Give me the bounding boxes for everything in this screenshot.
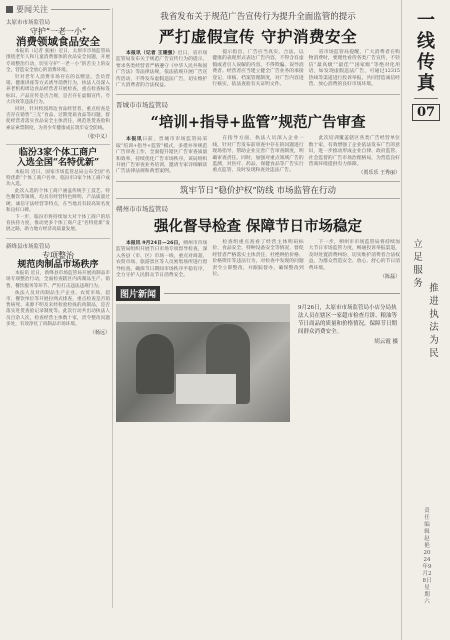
photo-news-label: 图片新闻	[116, 286, 160, 301]
divider	[116, 94, 400, 95]
article-paragraph: 执法人员对肉制品生产企业、农贸市场、超市、餐饮单位等开展拉网式排查，重点检查是否销售病死、来源不明及未经检验检疫的肉制品，是否落实进货查验记录制度等。此次行动共出动执法人员百余人次，检查经营主体数十家，责令整改问题多处，有效净化了肉制品市场环境。	[6, 290, 110, 327]
article-author: （张中义）	[84, 133, 110, 140]
story-headline: “培训+指导+监管”规范广告审查	[150, 114, 366, 132]
story-columns	[116, 239, 400, 280]
story-author: （贾乐乐 王秀丽）	[358, 170, 400, 177]
article-kicker: 临汾3家个体工商户	[18, 147, 98, 158]
article-author: （杨远）	[89, 329, 110, 336]
article-meat-products	[6, 242, 110, 336]
photo-credit: 胡云霞 摄	[374, 339, 398, 346]
photo-person-shape	[136, 334, 174, 394]
story-holiday-market	[116, 204, 400, 280]
story-byline: 本报讯	[126, 136, 143, 143]
divider	[6, 238, 110, 239]
story-byline: 本报讯 9月24日—26日，	[126, 239, 184, 246]
story-byline: 本报讯（记者 王建强）	[126, 50, 178, 56]
page-number: 07	[412, 104, 440, 121]
story-paragraph: 检查组重点查看了经营主体明码标价、食品安全、特种设备安全等情况，督促经营者严格落实主体责任，杜绝哄抬价格、价格欺诈等违法行为，对检查中发现的问题责令立即整改，并跟踪督办，确保整改到位。	[212, 239, 304, 277]
page-footer-info: 责任编辑 赵艳 2024年9月28日 星期六	[422, 508, 432, 605]
photo-caption-text: 9月26日，太原市市场监管局小店分局执法人员在辖区一家超市检查月饼、粮油等节日商品的质量和价格情况，保障节日期间群众消费安全。	[298, 305, 398, 336]
article-paragraph: 此次入选的个体工商户涵盖传统手工技艺、特色餐饮等领域，均具有经营特色鲜明、产品质量过硬、诚信守法经营等特点，在当地具有较高知名度和良好口碑。	[6, 189, 110, 213]
story-paragraph: 省市场监管局提醒，广大消费者在购物消费时，要理性看待各类广告宣传，不轻信“最高级”“最佳”“国家级”等绝对化用语，如发现虚假违法广告，可通过12315热线等渠道进行投诉举报，共同营造诚信经营、放心消费的良好市场环境。	[308, 50, 400, 88]
story-headline: 强化督导检查 保障节日市场稳定	[153, 217, 363, 235]
news-photo	[116, 304, 290, 422]
story-paragraph: 提示指出，广告应当真实、合法，以健康的表现形式表达广告内容，不得含有虚假或者引人误解的内容，不得欺骗、误导消费者。经营者应当建立健全广告业务的承接登记、审核、档案管理制度，对广告内容进行核实，依法查验有关证明文件。	[212, 50, 304, 88]
section-title: 要闻关注	[16, 5, 48, 14]
header-rule	[164, 293, 400, 294]
article-paragraph: 针对老年人消费市场存在的以赠送、会员营销、健康讲座等方式诱导消费行为，执法人员深入养老机构周边食品经营者开展检查，重点检查标签标识、产品宣传是否合规，是否存在虚假宣传、夸大功效等违法行为。	[6, 75, 110, 105]
photo-news	[116, 304, 400, 424]
article-kicker: 守护“一老一小”	[29, 27, 87, 36]
section-banner: 筑牢节日“稳价护权”防线 市场监管在行动	[116, 181, 400, 199]
slogan-line: 推进执法为民	[429, 283, 439, 359]
story-headline: 严打虚假宣传 守护消费安全	[159, 27, 357, 46]
divider	[6, 144, 110, 145]
article-paragraph: 本报讯（记者 张丽）近日，太原市市场监管局围绕老年人和儿童消费群体的食品安全问题，开展专项整治行动，切实守护“一老一小”的舌尖上的安全，营造安全放心的消费环境。	[6, 49, 110, 73]
photo-caption	[298, 304, 398, 346]
photo-counter-shape	[176, 374, 236, 404]
slogan	[412, 238, 440, 360]
story-paragraph: 朔州市市场监管局组织开展节日市场专项督导检查，深入各县（市、区）市场一线，重点对商超、农贸市场、旅游景区等人员密集场所进行督导检查，确保节日期间市场秩序平稳有序，全力守护人民群众节日消费安全。	[116, 240, 208, 278]
story-columns	[116, 49, 400, 90]
article-paragraph: 本报讯 近日，新绛县市场监管局开展肉制品市场专项整治行动，全面检查辖区内肉制品生产、销售、餐饮服务等环节，严厉打击违法违规行为。	[6, 271, 110, 289]
article-source: 太原市市场监管局	[6, 20, 51, 26]
article-headline: 消费领域食品安全	[16, 36, 100, 49]
story-source: 晋城市市场监管局	[116, 101, 168, 110]
article-headline: 入选全国“名特优新”	[16, 158, 100, 169]
article-headline: 规范肉制品市场秩序	[17, 259, 99, 270]
left-column	[6, 4, 110, 636]
header-rule	[51, 9, 110, 10]
article-food-safety	[6, 18, 110, 140]
story-ad-review	[116, 100, 400, 176]
story-paragraph: 此次培训覆盖辖区各类广告经营单位数十家，有效增强了企业依法发布广告的意识，进一步推动形成企业自律、政府监管、社会监督的广告市场治理格局，为营造良好营商环境提供有力保障。	[308, 136, 400, 168]
story-kicker: 我省发布关于规范广告宣传行为提升全面监管的提示	[160, 12, 356, 22]
right-sidebar	[402, 0, 450, 640]
photo-news-header	[116, 286, 400, 301]
article-kicker: 专项整治	[42, 250, 74, 260]
story-author: （陈磊）	[379, 273, 400, 280]
story-paragraph: 近日，省市场监管局发布关于规范广告宣传行为的提示，要求各类经营者严格遵守《中华人民共和国广告法》等法律法规，依法依规开展广告宣传活动，不得发布虚假违法广告，切实维护广大消费者的合法权益。	[116, 51, 208, 89]
article-paragraph: 同时，针对校园周边食品经营者，重点检查是否存在销售“三无”食品、过期变质食品等问题，督促经营者落实食品安全主体责任，规范进货查验和索证索票制度，为青少年健康成长筑牢安全防线。	[6, 107, 110, 131]
column-separator	[112, 8, 113, 608]
main-column	[116, 4, 400, 636]
slogan-line: 立足服务	[413, 239, 423, 289]
page-section-title: 一线传真	[414, 10, 438, 99]
article-paragraph: 下一步，临汾市将持续加大对个体工商户的培育扶持力度，推动更多个体工商户走“名特优新”发展之路，助力地方经济高质量发展。	[6, 215, 110, 233]
story-advertising	[116, 10, 400, 90]
photo-shelf-shape	[116, 304, 290, 322]
section-header	[6, 4, 110, 15]
article-paragraph: 本报讯 近日，国家市场监管总局公布全国“名特优新”个体工商户名单，临汾市3家个体工商户成功入选。	[6, 169, 110, 187]
story-paragraph: 在指导方面，执法人员深入企业一线，针对广告发布前审查中存在的问题进行现场指导，帮助企业完善广告审查制度，明确审查责任。同时，加强对重点领域广告的监测，对医疗、药品、保健食品等广告实行重点监管，及时发现和查处违法广告。	[212, 136, 304, 174]
story-paragraph: 下一步，朔州市市场监管局将持续加大节日市场监管力度，畅通投诉举报渠道，及时处置消费纠纷，切实维护消费者合法权益，为群众营造安全、放心、舒心的节日消费环境。	[308, 239, 400, 271]
story-paragraph: 日前，晋城市市场监管局采取“培训+指导+监管”模式，多措并举规范广告审查工作，全面提升辖区广告审查质量和效率，持续优化广告市场秩序。该局组织开展广告审查业务培训，邀请专家详细解读广告法律法规和典型案例。	[116, 137, 208, 175]
square-bullet-icon	[6, 6, 13, 13]
article-source: 新绛县市场监管局	[6, 243, 51, 250]
article-merchants	[6, 148, 110, 234]
story-source: 朔州市市场监管局	[116, 204, 168, 213]
story-columns	[116, 135, 400, 176]
